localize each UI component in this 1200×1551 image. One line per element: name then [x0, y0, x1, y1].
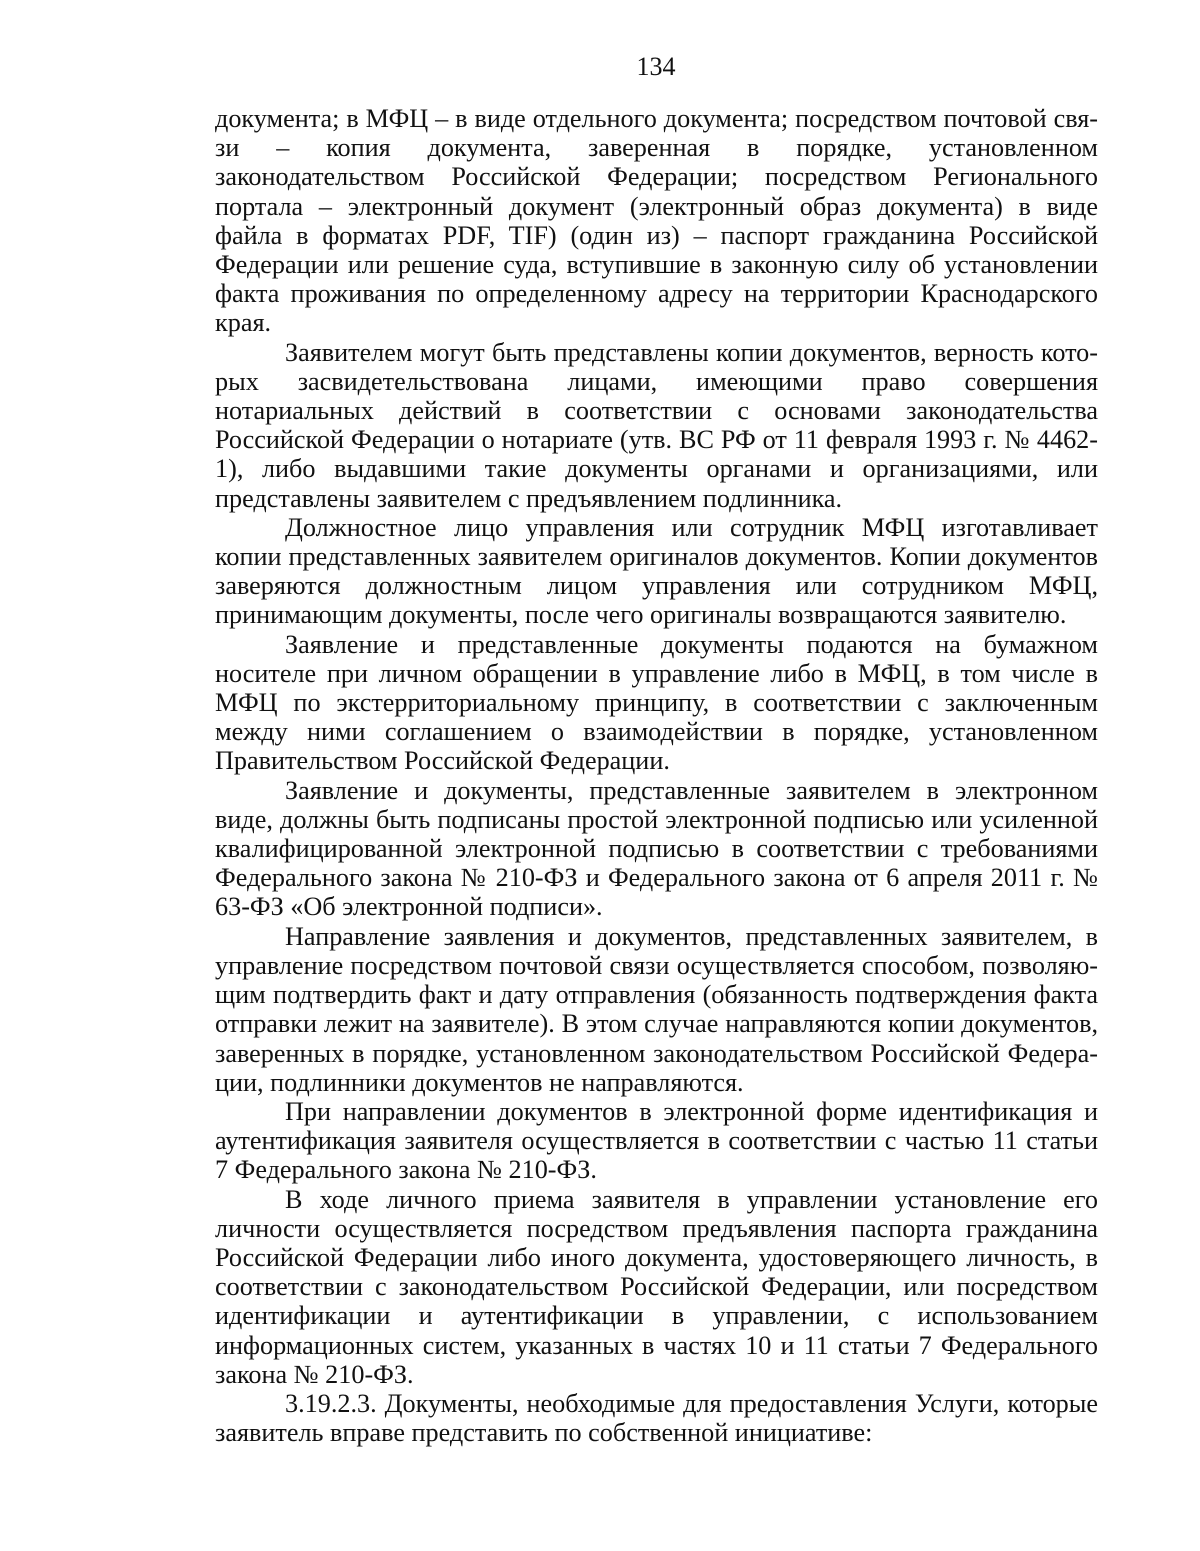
paragraph-continuation: документа; в МФЦ – в виде отдельного документа; посредством почтовой связи – копия документа, заверенная в порядке, установленном законодательством Российской Федерации; посредством Регионального портала – электронный документ (электронный образ документа) в виде файла в форматах PDF, TIF) (один из) – паспорт гражданина Российской Федерации или решение суда, вступившие в законную силу об установлении факта проживания по определенному адресу на территории Краснодарского края. [215, 104, 1098, 338]
paragraph-personal-reception: В ходе личного приема заявителя в управлении установление его личности осуществляется посредством предъявления паспорта гражданина Российской Федерации либо иного документа, удостоверяющего личность, в соответствии с законодательством Российской Федерации, или посредством идентификации и аутентификации в управлении, с использованием информационных систем, указанных в частях 10 и 11 статьи 7 Федерального закона № 210-ФЗ. [215, 1184, 1098, 1389]
page-number: 134 [636, 52, 676, 81]
paragraph-copies-certified: Заявителем могут быть представлены копии документов, верность которых засвидетельствована лицами, имеющими право совершения нотариальных действий в соответствии с основами законодательства Российской Федерации о нотариате (утв. ВС РФ от 11 февраля 1993 г. № 4462-1), либо выдавшими такие документы органами и организациями, или представлены заявителем с предъявлением подлинника. [215, 337, 1098, 513]
paragraph-electronic-signature: Заявление и документы, представленные заявителем в электронном виде, должны быть подписаны простой электронной подписью или усиленной квалифицированной электронной подписью в соответствии с требованиями Федерального закона № 210-ФЗ и Федерального закона от 6 апреля 2011 г. № 63-ФЗ «Об электронной подписи». [215, 775, 1098, 922]
paragraph-section-3-19-2-3: 3.19.2.3. Документы, необходимые для предоставления Услуги, которые заявитель вправе представить по собственной инициативе: [215, 1388, 1098, 1448]
paragraph-official-copies: Должностное лицо управления или сотрудник МФЦ изготавливает копии представленных заявителем оригиналов документов. Копии документов заверяются должностным лицом управления или сотрудником МФЦ, принимающим документы, после чего оригиналы возвращаются заявителю. [215, 512, 1098, 630]
paragraph-paper-submission: Заявление и представленные документы подаются на бумажном носителе при личном обращении в управление либо в МФЦ, в том числе в МФЦ по экстерриториальному принципу, в соответствии с заключенным между ними соглашением о взаимодействии в порядке, установленном Правительством Российской Федерации. [215, 629, 1098, 776]
paragraph-electronic-identification: При направлении документов в электронной форме идентификация и аутентификация заявителя осуществляется в соответствии с частью 11 статьи 7 Федерального закона № 210-ФЗ. [215, 1096, 1098, 1185]
document-body [215, 104, 1098, 1447]
paragraph-postal-submission: Направление заявления и документов, представленных заявителем, в управление посредством почтовой связи осуществляется способом, позволяющим подтвердить факт и дату отправления (обязанность подтверждения факта отправки лежит на заявителе). В этом случае направляются копии документов, заверенных в порядке, установленном законодательством Российской Федерации, подлинники документов не направляются. [215, 921, 1098, 1097]
